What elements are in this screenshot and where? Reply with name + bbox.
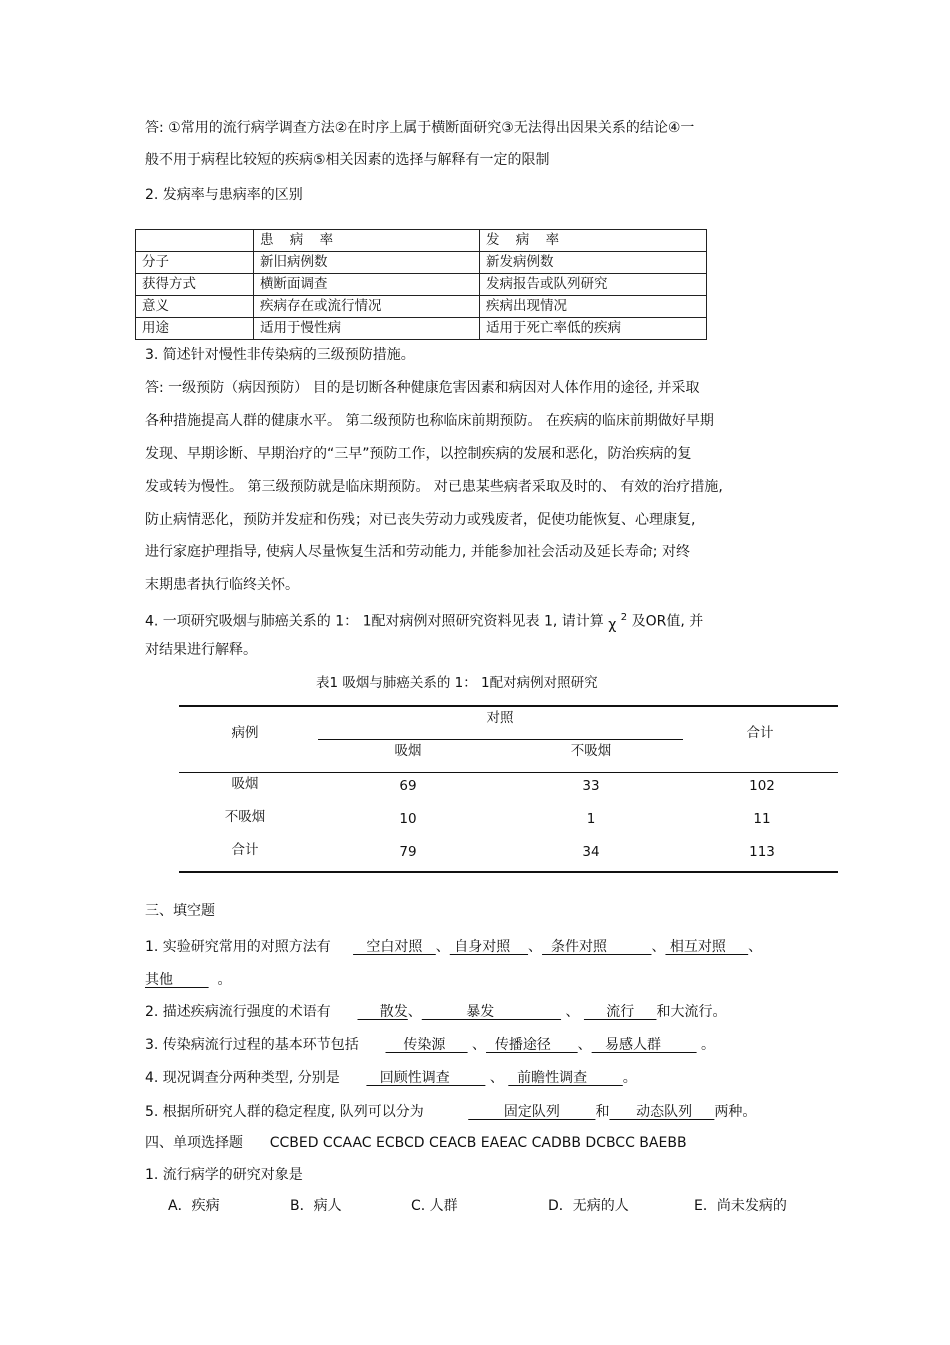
answer-paragraph-line: 发现、早期诊断、早期治疗的“三早”预防工作，以控制疾病的发展和恶化，防治疾病的复 xyxy=(145,446,692,462)
table-cell: 意义 xyxy=(136,296,254,318)
option-a: A．疾病 xyxy=(168,1198,220,1214)
fill-answer: 散发 xyxy=(357,1004,408,1020)
table-row xyxy=(136,318,707,340)
fill-end: 和大流行。 xyxy=(656,1004,727,1020)
table-header-cell: 发 病 率 xyxy=(480,230,707,252)
table-header-row xyxy=(136,230,707,252)
table-caption: 表1 吸烟与肺癌关系的 1： 1配对病例对照研究 xyxy=(316,675,598,691)
header-case: 病例 xyxy=(231,725,259,741)
fill-answer: 动态队列 xyxy=(609,1104,715,1120)
row-label: 合计 xyxy=(231,842,259,858)
table-header-cell xyxy=(136,230,254,252)
cell-total: 11 xyxy=(753,811,771,827)
header-total: 合计 xyxy=(746,725,774,741)
cell-total: 102 xyxy=(749,778,775,794)
question-4-line-1 xyxy=(145,609,703,631)
table-header-rule xyxy=(179,772,838,773)
answer-paragraph-line: 答: 一级预防（病因预防） 目的是切断各种健康危害因素和病因对人体作用的途径, 并采取 xyxy=(145,380,700,396)
table-cell: 适用于死亡率低的疾病 xyxy=(480,318,707,340)
table-row xyxy=(136,274,707,296)
fill-question-2: 2. 描述疾病流行强度的术语有 散发、 暴发 、 流行 和大流行。 xyxy=(145,1004,727,1020)
answer-paragraph-line: 防止病情恶化，预防并发症和伤残；对已丧失劳动力或残废者，促使功能恢复、心理康复, xyxy=(145,512,696,528)
subheader-nosmoke: 不吸烟 xyxy=(570,743,612,759)
fill-answer: 前瞻性调查 xyxy=(508,1070,623,1086)
table-cell: 疾病存在或流行情况 xyxy=(254,296,480,318)
table-row xyxy=(136,252,707,274)
header-control: 对照 xyxy=(486,710,514,726)
answer-paragraph-line: 发或转为慢性。 第三级预防就是临床期预防。 对已患某些病者采取及时的、 有效的治疗措施, xyxy=(145,479,723,495)
option-b: B．病人 xyxy=(290,1198,342,1214)
fill-question-4: 4. 现况调查分两种类型, 分别是 回顾性调查 、 前瞻性调查 。 xyxy=(145,1070,637,1086)
option-d: D．无病的人 xyxy=(548,1198,629,1214)
fill-prefix: 3. 传染病流行过程的基本环节包括 xyxy=(145,1037,359,1053)
table-cell: 新旧病例数 xyxy=(254,252,480,274)
fill-end: 。 xyxy=(701,1037,716,1053)
row-label: 吸烟 xyxy=(231,776,259,792)
cell-value: 33 xyxy=(582,778,600,794)
fill-end: 两种。 xyxy=(714,1104,757,1120)
fill-answer: 暴发 xyxy=(421,1004,562,1020)
fill-answer: 其他 xyxy=(145,972,209,988)
answer-paragraph-line: 末期患者执行临终关怀。 xyxy=(145,577,299,593)
table-cell: 疾病出现情况 xyxy=(480,296,707,318)
table-bottom-rule xyxy=(179,871,838,873)
fill-prefix: 4. 现况调查分两种类型, 分别是 xyxy=(145,1070,340,1086)
table-row xyxy=(136,296,707,318)
table-cell: 获得方式 xyxy=(136,274,254,296)
choice-question-1: 1. 流行病学的研究对象是 xyxy=(145,1167,303,1183)
table-cell: 横断面调查 xyxy=(254,274,480,296)
control-header-rule xyxy=(318,739,683,740)
table-cell: 分子 xyxy=(136,252,254,274)
fill-prefix: 5. 根据所研究人群的稳定程度, 队列可以分为 xyxy=(145,1104,424,1120)
fill-answer: 相互对照 xyxy=(665,939,749,955)
table-cell: 发病报告或队列研究 xyxy=(480,274,707,296)
question-2-title: 2. 发病率与患病率的区别 xyxy=(145,187,303,203)
cell-total: 113 xyxy=(749,844,775,860)
fill-prefix: 1. 实验研究常用的对照方法有 xyxy=(145,939,331,955)
fill-answer: 空白对照 xyxy=(353,939,436,955)
fill-question-1: 1. 实验研究常用的对照方法有 空白对照 、 自身对照 、 条件对照 、 相互对照 、 xyxy=(145,939,763,955)
fill-question-5 xyxy=(145,1103,756,1121)
question-3-title: 3. 简述针对慢性非传染病的三级预防措施。 xyxy=(145,347,415,363)
fill-answer: 传染源 xyxy=(385,1037,468,1053)
chi-superscript: 2 xyxy=(620,612,628,623)
fill-mid: 和 xyxy=(595,1104,610,1120)
option-c: C. 人群 xyxy=(411,1198,458,1214)
table-cell: 用途 xyxy=(136,318,254,340)
choice-answers: CCBED CCAAC ECBCD CEACB EAEAC CADBB DCBCC BAEBB xyxy=(269,1135,687,1151)
table-header-cell: 患 病 率 xyxy=(254,230,480,252)
fill-answer: 传播途径 xyxy=(486,1037,578,1053)
choice-heading: 四、单项选择题 xyxy=(145,1135,243,1151)
cell-value: 79 xyxy=(399,844,417,860)
row-label: 不吸烟 xyxy=(224,809,266,825)
chi-symbol: χ xyxy=(608,616,617,633)
fill-answer: 条件对照 xyxy=(542,939,652,955)
cell-value: 34 xyxy=(582,844,600,860)
section-heading-choice xyxy=(145,1134,687,1152)
fill-end: 。 xyxy=(622,1070,637,1086)
fill-answer: 回顾性调查 xyxy=(366,1070,486,1086)
question-4-text-end: 及OR值, 并 xyxy=(631,613,704,630)
option-e: E．尚未发病的 xyxy=(694,1198,787,1214)
answer-paragraph-line: 进行家庭护理指导, 使病人尽量恢复生活和劳动能力, 并能参加社会活动及延长寿命; 对终 xyxy=(145,544,690,560)
cell-value: 69 xyxy=(399,778,417,794)
fill-question-3: 3. 传染病流行过程的基本环节包括 传染源 、 传播途径 、 易感人群 。 xyxy=(145,1037,716,1053)
fill-answer: 易感人群 xyxy=(591,1037,697,1053)
fill-answer: 流行 xyxy=(583,1004,657,1020)
answer-paragraph-line: 各种措施提高人群的健康水平。 第二级预防也称临床前期预防。 在疾病的临床前期做好早期 xyxy=(145,413,714,429)
question-4-line-2: 对结果进行解释。 xyxy=(145,642,257,658)
subheader-smoke: 吸烟 xyxy=(394,743,422,759)
section-heading-fill: 三、填空题 xyxy=(145,903,215,919)
table-cell: 新发病例数 xyxy=(480,252,707,274)
answer-line-2: 般不用于病程比较短的疾病⑤相关因素的选择与解释有一定的限制 xyxy=(145,152,550,168)
answer-line-1: 答: ①常用的流行病学调查方法②在时序上属于横断面研究③无法得出因果关系的结论④一 xyxy=(145,120,695,136)
fill-prefix: 2. 描述疾病流行强度的术语有 xyxy=(145,1004,331,1020)
question-4-text: 4. 一项研究吸烟与肺癌关系的 1： 1配对病例对照研究资料见表 1, 请计算 xyxy=(145,613,604,630)
cell-value: 1 xyxy=(586,811,596,827)
incidence-prevalence-table xyxy=(135,229,707,340)
table-top-rule xyxy=(179,705,838,707)
fill-end: 。 xyxy=(217,972,232,988)
fill-question-1-cont xyxy=(145,971,232,989)
fill-answer: 自身对照 xyxy=(449,939,529,955)
table-cell: 适用于慢性病 xyxy=(254,318,480,340)
fill-answer: 固定队列 xyxy=(468,1104,596,1120)
cell-value: 10 xyxy=(399,811,417,827)
